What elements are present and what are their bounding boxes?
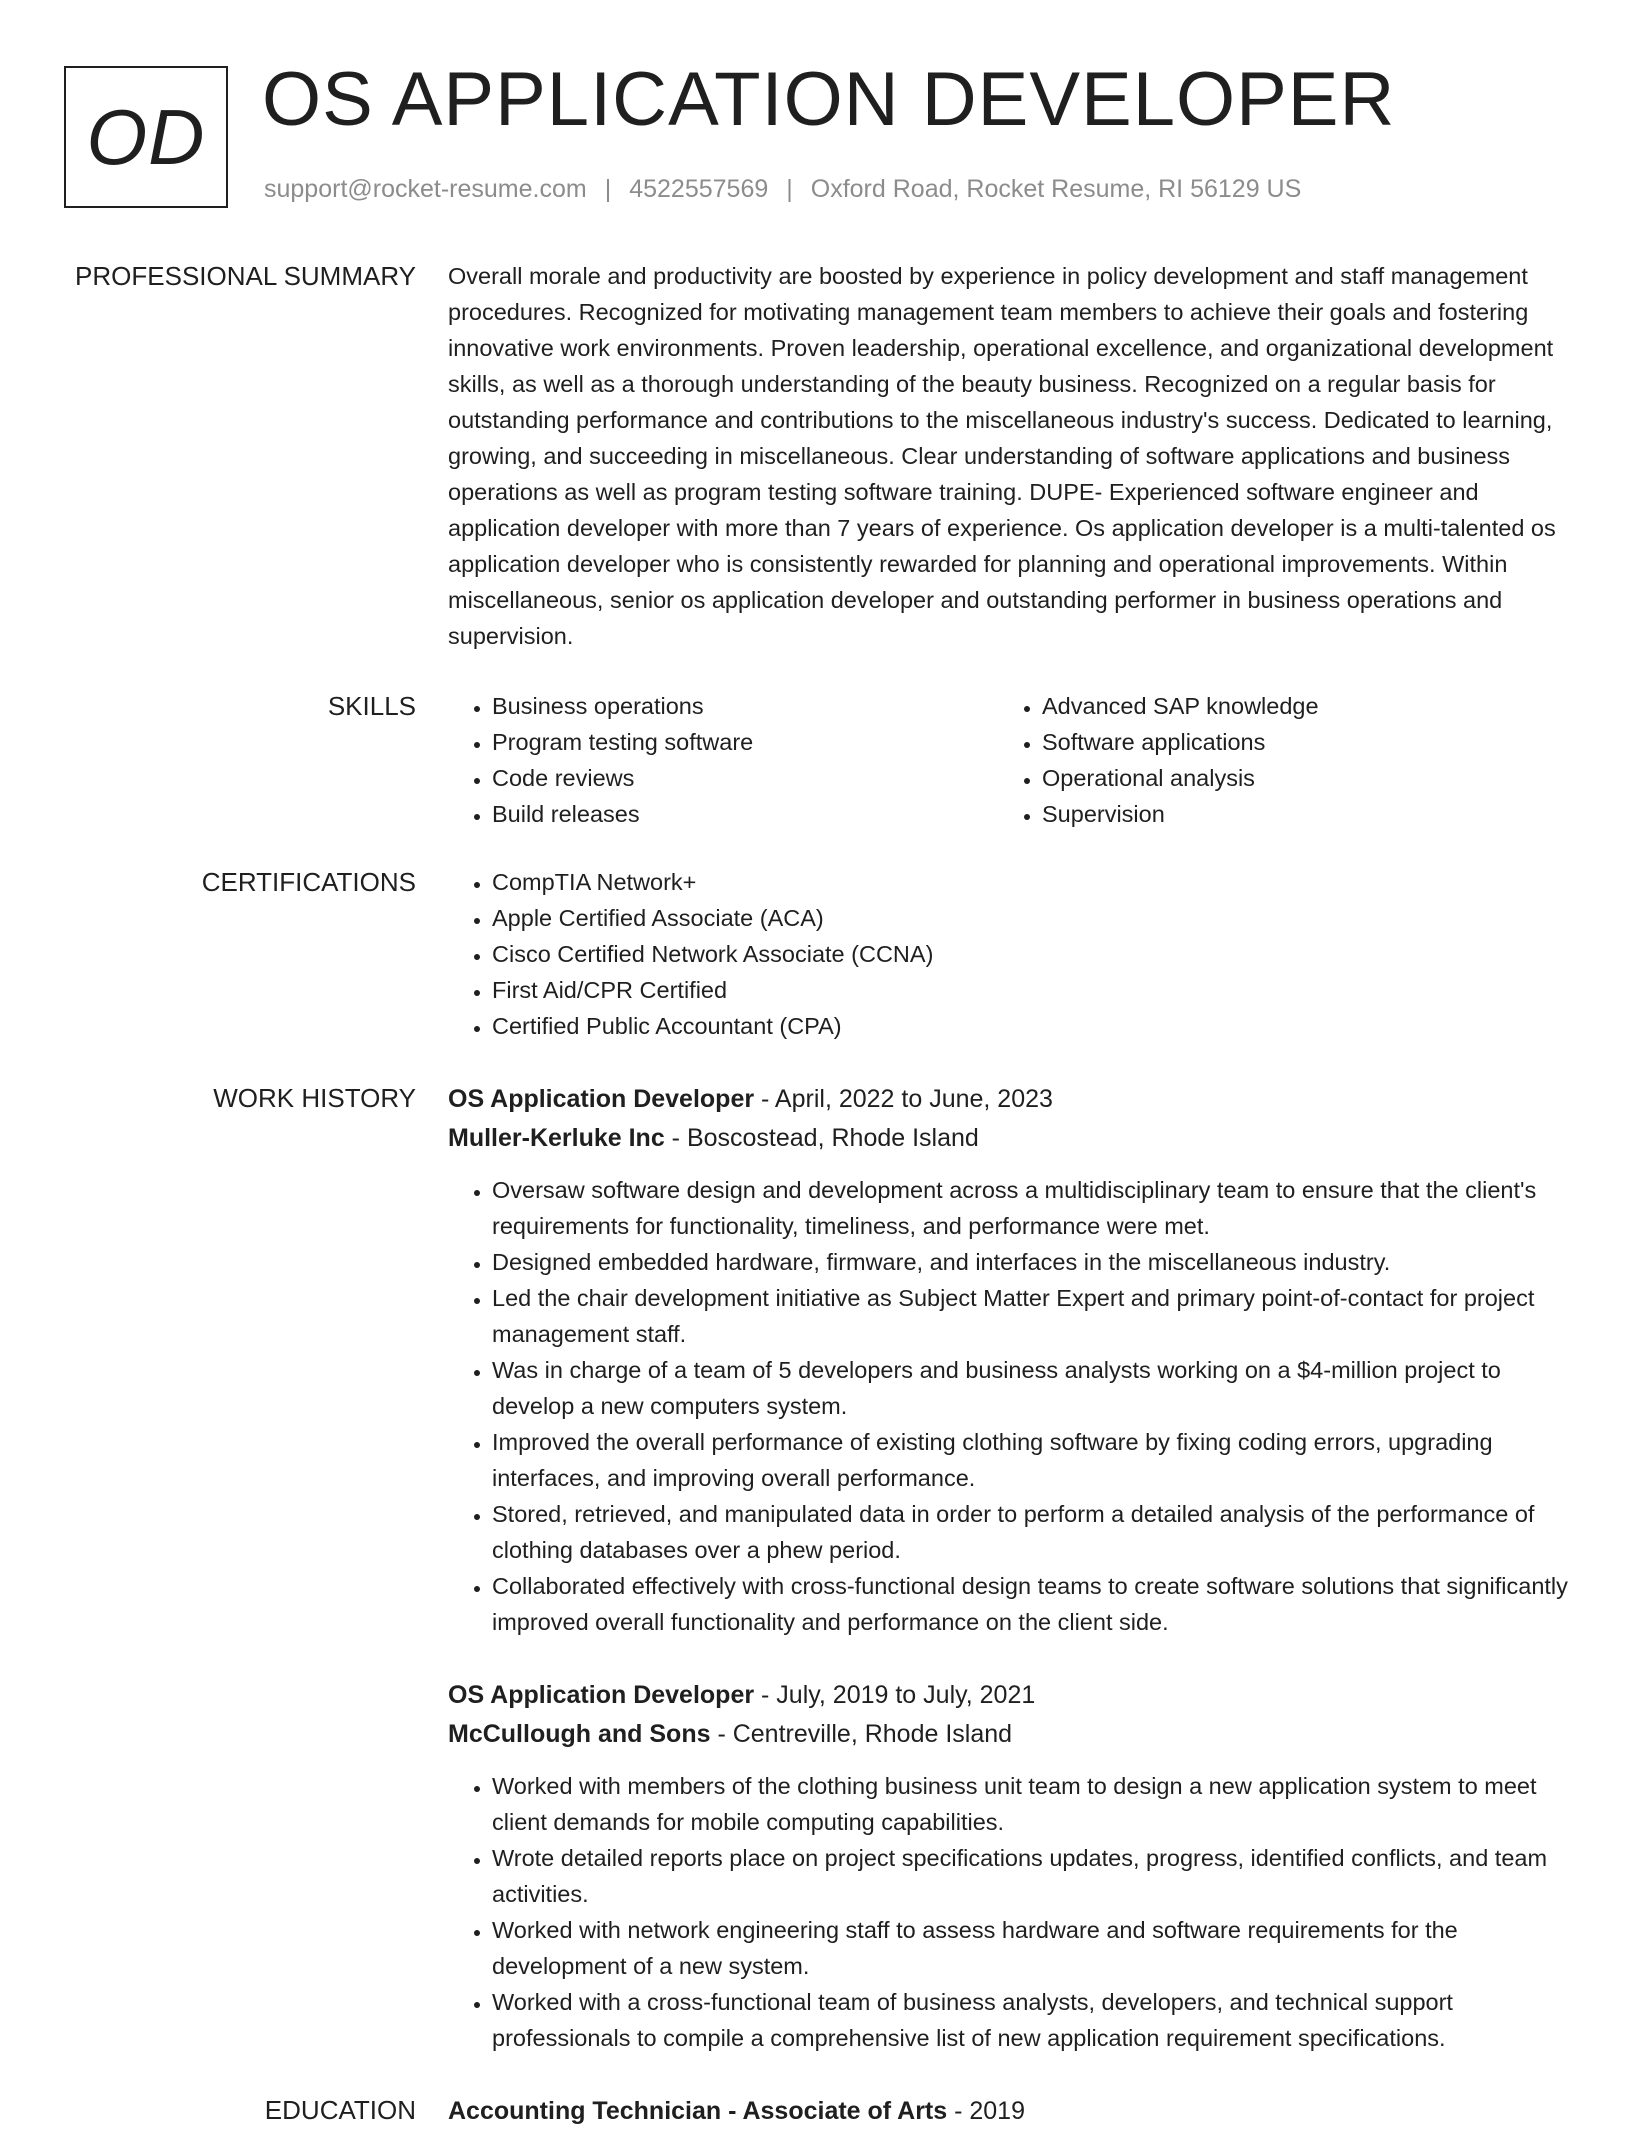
job-bullet: • Stored, retrieved, and manipulated data in order to perform a detailed analysis of the performance of clothing databases over a phew period.: [492, 1496, 1568, 1568]
summary-text: Overall morale and productivity are boosted by experience in policy development and staff management procedures. Recognized for motivating management team members to achieve their goals and fostering innovative work environments. Proven leadership, operational excellence, and organizational development skills, as well as a thorough understanding of the beauty business. Recognized on a regular basis for outstanding performance and contributions to the miscellaneous industry's success. Dedicated to learning, growing, and succeeding in miscellaneous. Clear understanding of software applications and business operations as well as program testing software training. DUPE- Experienced software engineer and application developer with more than 7 years of experience. Os application developer is a multi-talented os application developer who is consistently rewarded for planning and operational improvements. Within miscellaneous, senior os application developer and outstanding performer in business operations and supervision.: [448, 263, 1556, 649]
skills-body: [448, 688, 1568, 832]
job-bullet: • Worked with members of the clothing business unit team to design a new application system to meet client demands for mobile computing capabilities.: [492, 1768, 1568, 1840]
skills-heading: SKILLS: [327, 691, 416, 721]
contact-line: [264, 175, 1301, 204]
summary-heading: PROFESSIONAL SUMMARY: [75, 261, 416, 291]
certification-item: • Apple Certified Associate (ACA): [492, 900, 1568, 936]
contact-phone[interactable]: 4522557569: [629, 175, 769, 203]
certification-item: • Certified Public Accountant (CPA): [492, 1008, 1568, 1044]
certifications-heading: CERTIFICATIONS: [201, 867, 416, 897]
contact-email[interactable]: support@rocket-resume.com: [264, 175, 587, 203]
job-bullet: • Worked with network engineering staff to assess hardware and software requirements for the development of a new system.: [492, 1912, 1568, 1984]
job-title-line: [448, 1676, 1568, 1714]
skill-item: • Operational analysis: [1042, 760, 1548, 796]
skills-column-left: [448, 688, 998, 832]
certification-item: • Cisco Certified Network Associate (CCNA): [492, 936, 1568, 972]
skill-item: • Build releases: [492, 796, 998, 832]
job-title: OS Application Developer: [448, 1085, 755, 1113]
certification-item: • First Aid/CPR Certified: [492, 972, 1568, 1008]
job-bullet: • Worked with a cross-functional team of business analysts, developers, and technical support professionals to compile a comprehensive list of new application requirement specifications.: [492, 1984, 1568, 2056]
job-company: McCullough and Sons: [448, 1720, 711, 1748]
job-dates: - April, 2022 to June, 2023: [754, 1085, 1053, 1113]
skill-item: • Business operations: [492, 688, 998, 724]
job-bullet: • Collaborated effectively with cross-functional design teams to create software solutions that significantly improved overall functionality and performance on the client side.: [492, 1568, 1568, 1640]
skill-item: • Code reviews: [492, 760, 998, 796]
certifications-body: [448, 864, 1568, 1044]
skill-item: • Program testing software: [492, 724, 998, 760]
work-history-heading: WORK HISTORY: [213, 1083, 416, 1113]
job-company-line: [448, 1714, 1568, 1754]
contact-separator: |: [604, 175, 612, 203]
job-entry: [448, 1080, 1568, 1640]
skill-item: • Supervision: [1042, 796, 1548, 832]
job-location: - Centreville, Rhode Island: [710, 1720, 1013, 1748]
job-bullet: • Was in charge of a team of 5 developers and business analysts working on a $4-million project to develop a new computers system.: [492, 1352, 1568, 1424]
contact-separator: |: [786, 175, 793, 203]
education-line: [448, 2092, 1568, 2130]
certification-item: • CompTIA Network+: [492, 864, 1568, 900]
skills-column-right: [998, 688, 1548, 832]
skill-item: • Software applications: [1042, 724, 1548, 760]
job-bullet: • Improved the overall performance of existing clothing software by fixing coding errors, upgrading interfaces, and improving overall performance.: [492, 1424, 1568, 1496]
job-dates: - July, 2019 to July, 2021: [754, 1681, 1036, 1709]
education-heading: EDUCATION: [264, 2095, 416, 2125]
job-title-line: [448, 1080, 1568, 1118]
job-company: Muller-Kerluke Inc: [448, 1124, 665, 1152]
job-company-line: [448, 1118, 1568, 1158]
monogram-initials: OD: [86, 92, 206, 181]
job-title: OS Application Developer: [448, 1681, 755, 1709]
job-bullet: • Led the chair development initiative as Subject Matter Expert and primary point-of-contact for project management staff.: [492, 1280, 1568, 1352]
job-bullet: • Oversaw software design and development across a multidisciplinary team to ensure that the client's requirements for functionality, timeliness, and performance were met.: [492, 1172, 1568, 1244]
skill-item: • Advanced SAP knowledge: [1042, 688, 1548, 724]
education-year: - 2019: [947, 2097, 1025, 2125]
work-history-body: [448, 1080, 1568, 1640]
job-bullet: • Wrote detailed reports place on project specifications updates, progress, identified conflicts, and team activities.: [492, 1840, 1568, 1912]
job-entry: [448, 1676, 1568, 2056]
work-history-body-2: [448, 1676, 1568, 2056]
job-location: - Boscostead, Rhode Island: [664, 1124, 979, 1152]
monogram-box: [64, 66, 228, 208]
contact-address: Oxford Road, Rocket Resume, RI 56129 US: [810, 175, 1302, 203]
summary-body: [448, 258, 1568, 654]
resume-title: OS APPLICATION DEVELOPER: [262, 57, 1396, 142]
job-bullet: • Designed embedded hardware, firmware, and interfaces in the miscellaneous industry.: [492, 1244, 1568, 1280]
education-body: [448, 2092, 1568, 2130]
education-degree: Accounting Technician - Associate of Arts: [448, 2097, 948, 2125]
